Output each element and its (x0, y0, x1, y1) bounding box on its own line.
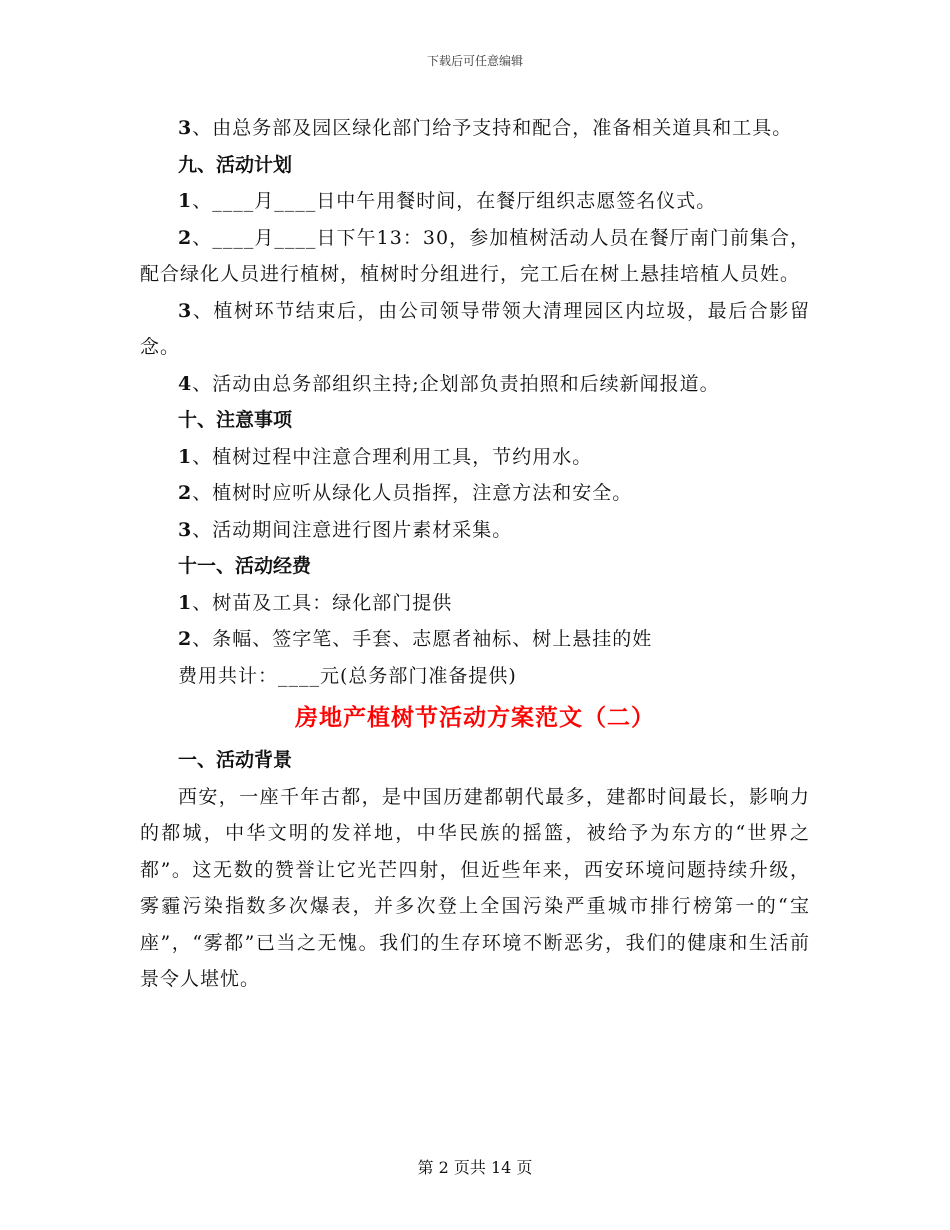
paragraph-text: 、活动期间注意进行图片素材采集。 (192, 518, 513, 541)
item-number: 2 (178, 628, 193, 650)
document-title: 房地产植树节活动方案范文（二） (295, 705, 655, 731)
paragraph-text: 、____月____日中午用餐时间，在餐厅组织志愿签名仪式。 (192, 190, 717, 212)
paragraph (140, 110, 810, 147)
paragraph-text: 、____月____日下午13：30，参加植树活动人员在餐厅南门前集合，配合绿化人员进行植树，植树时分组进行，完工后在树上悬挂培植人员姓。 (140, 226, 810, 285)
paragraph-text: 、条幅、签字笔、手套、志愿者袖标、树上悬挂的姓 (192, 628, 653, 650)
item-number: 3 (178, 117, 193, 139)
paragraph (140, 366, 810, 403)
section-heading: 十、注意事项 (178, 409, 293, 431)
item-number: 1 (178, 591, 193, 614)
item-number: 1 (178, 445, 193, 468)
paragraph-text: 西安，一座千年古都，是中国历建都朝代最多，建都时间最长，影响力的都城，中华文明的发祥地，中华民族的摇篮，被给予为东方的“世界之都”。这无数的赞誉让它光芒四射，但近些年来，西安环境问题持续升级，雾霾污染指数多次爆表，并多次登上全国污染严重城市排行榜第一的“宝座”，“雾都”已当之无愧。我们的生存环境不断恶劣，我们的健康和生活前景令人堪忧。 (140, 785, 810, 990)
paragraph (140, 585, 810, 622)
paragraph-text: 、由总务部及园区绿化部门给予支持和配合，准备相关道具和工具。 (192, 117, 793, 139)
paragraph (140, 439, 810, 476)
item-number: 3 (178, 518, 193, 541)
paragraph (140, 658, 810, 695)
paragraph-text: 、活动由总务部组织主持;企划部负责拍照和后续新闻报道。 (192, 372, 720, 395)
paragraph (140, 220, 810, 293)
section-heading: 一、活动背景 (178, 749, 293, 771)
section-heading: 十一、活动经费 (178, 555, 312, 577)
paragraph (140, 779, 810, 998)
page-footer: 第 2 页共 14 页 (417, 1158, 533, 1177)
paragraph (140, 293, 810, 366)
item-number: 2 (178, 482, 193, 504)
paragraph-text: 费用共计：____元(总务部门准备提供) (178, 664, 517, 687)
paragraph (140, 183, 810, 220)
paragraph (140, 475, 810, 512)
paragraph-text: 、植树过程中注意合理利用工具，节约用水。 (192, 445, 593, 468)
paragraph-text: 、植树环节结束后，由公司领导带领大清理园区内垃圾，最后合影留念。 (140, 299, 810, 358)
item-number: 3 (178, 299, 193, 322)
item-number: 2 (178, 226, 193, 249)
paragraph-text: 、树苗及工具：绿化部门提供 (192, 591, 453, 614)
section-heading: 九、活动计划 (178, 153, 293, 176)
item-number: 1 (178, 190, 193, 212)
paragraph (140, 621, 810, 658)
paragraph-text: 、植树时应听从绿化人员指挥，注意方法和安全。 (192, 482, 633, 504)
document-body (140, 110, 810, 998)
item-number: 4 (178, 372, 193, 395)
header-note: 下载后可任意编辑 (426, 54, 523, 68)
paragraph (140, 512, 810, 549)
